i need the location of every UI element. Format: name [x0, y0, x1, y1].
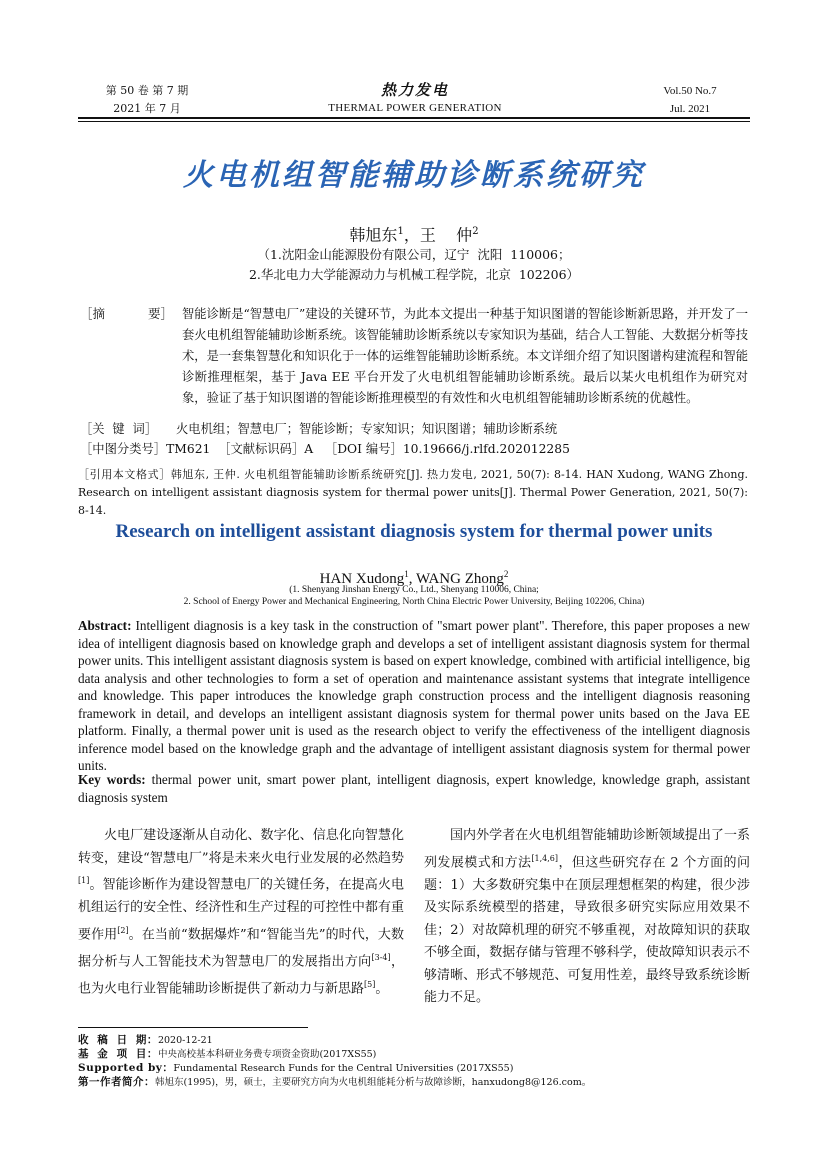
footnote-supported-label: Supported by：	[78, 1062, 174, 1074]
doc-code-value: A	[304, 442, 314, 456]
reference-mark: [3-4]	[371, 952, 391, 962]
authors-cn	[78, 221, 750, 246]
volume-issue-cn	[92, 82, 202, 118]
body-text: ，但这些研究存在 2 个方面的问题：1）大多数研究集中在顶层理想框架的构建，很少涉及实际系统模型的搭建，导致很多研究实际应用效果不佳；2）对故障机理的研究不够重视，对故障知识的获取不够全面，数据存储与管理不够科学，使故障知识表示不够清晰、形式不够规范、可复用性差，最终导致系统诊断能力不足。	[424, 854, 750, 1006]
doi-label: ［DOI 编号］	[324, 442, 403, 456]
reference-mark: [2]	[117, 925, 129, 935]
abstract-en-text: Intelligent diagnosis is a key task in the construction of "smart power plant". Therefore, this paper proposes a new idea of intelligent diagnosis based on knowledge graph and develops a set of intelligent assistant diagnosis system for thermal power units. This intelligent assistant diagnosis system is based on expert knowledge, combined with artificial intelligence, big data analysis and other technologies to form a set of operation and maintenance assistant systems that integrate intelligence and knowledge. This paper introduces the knowledge graph construction process and the intelligent diagnosis reasoning framework in detail, and develops an intelligent assistant diagnosis system for thermal power units based on the Java EE platform. Finally, a thermal power unit is used as the research object to verify the effectiveness of the intelligent diagnosis inference model based on the knowledge graph and the advantage of intelligent assistant diagnosis system for thermal power units.	[78, 618, 750, 773]
body-text: 国内外学者在火电机组智能辅助诊断领域提出了一系列发展模式和方法	[424, 828, 750, 870]
header-rule-thick	[78, 117, 750, 119]
body-column-right	[424, 825, 750, 1010]
abstract-en-label: Abstract:	[78, 618, 132, 633]
author-1-cn: 韩旭东	[349, 225, 398, 245]
date-en-text: Jul. 2021	[669, 103, 711, 115]
doi-value: 10.19666/j.rlfd.202012285	[402, 442, 570, 456]
body-column-left	[78, 825, 404, 1000]
body-text: 。智能诊断作为建设智慧电厂的关键任务，在提高火电机组运行的安全性、经济性和生产过程的可控性中都有重要作用	[78, 877, 404, 943]
body-text: ，也为火电行业智能辅助诊断提供了新动力与新思路	[78, 953, 404, 996]
affiliation-cn-1: （1.沈阳金山能源股份有限公司，辽宁 沈阳 110006；	[257, 247, 571, 262]
body-text: 。在当前“数据爆炸”和“智能当先”的时代，大数据分析与人工智能技术为智慧电厂的发展指出方向	[78, 927, 404, 969]
author-2-en: WANG Zhong	[415, 571, 504, 587]
affiliation-cn-2: 2.华北电力大学能源动力与机械工程学院，北京 102206）	[248, 267, 580, 282]
author-2-cn-affil: 2	[472, 226, 479, 237]
doc-code-label: ［文献标识码］	[218, 442, 305, 456]
citation-label: ［引用本文格式］	[78, 468, 171, 481]
reference-mark: [1,4,6]	[531, 853, 559, 863]
footnote-first-author-value: 韩旭东(1995)，男，硕士，主要研究方向为火电机组能耗分析与故障诊断，hanxudong8@126.com。	[155, 1077, 592, 1088]
citation-text: 韩旭东, 王仲. 火电机组智能辅助诊断系统研究[J]. 热力发电, 2021, 50(7): 8-14. HAN Xudong, WANG Zhong. Research on intelligent assistant diagnosis system for thermal power units[J]. Thermal Power Generation, 2021, 50(7): 8-14.	[78, 468, 748, 517]
date-cn-text: 2021 年 7 月	[113, 102, 181, 115]
footnote-fund	[78, 1048, 758, 1061]
footnote-first-author	[78, 1076, 758, 1089]
author-1-en-affil: 1	[404, 569, 409, 579]
footnote-first-author-label: 第一作者简介：	[78, 1076, 155, 1088]
abstract-en	[78, 617, 750, 775]
abstract-cn-label-a: ［摘	[80, 306, 106, 321]
body-paragraph-1	[78, 825, 404, 1000]
footnote-received	[78, 1034, 758, 1047]
journal-name	[300, 80, 530, 116]
footnote-received-label: 收 稿 日 期：	[78, 1034, 158, 1046]
footnote-fund-value: 中央高校基本科研业务费专项资金资助(2017XS55)	[157, 1049, 377, 1060]
footnote-rule	[78, 1027, 308, 1028]
journal-name-cn: 热力发电	[380, 81, 449, 99]
volume-issue-cn-text: 第 50 卷 第 7 期	[105, 84, 189, 97]
keywords-en-label: Key words:	[78, 772, 146, 787]
footnote-fund-label: 基 金 项 目：	[78, 1048, 158, 1060]
affiliation-en-1: (1. Shenyang Jinshan Energy Co., Ltd., Shenyang 110006, China;	[289, 585, 539, 595]
volume-issue-en	[640, 82, 740, 118]
author-separator-cn: ，	[403, 225, 420, 245]
journal-name-en: THERMAL POWER GENERATION	[328, 102, 502, 114]
author-2-cn: 王 仲	[419, 225, 473, 245]
clc-label: ［中图分类号］	[80, 442, 167, 456]
author-2-en-affil: 2	[503, 569, 509, 579]
footnote-supported	[78, 1062, 758, 1075]
keywords-en	[78, 771, 750, 806]
volume-issue-en-text: Vol.50 No.7	[663, 85, 717, 97]
keywords-cn	[80, 419, 750, 440]
keywords-en-text: thermal power unit, smart power plant, intelligent diagnosis, expert knowledge, knowledge graph, assistant diagnosis system	[78, 772, 750, 805]
author-1-cn-affil: 1	[397, 226, 404, 237]
clc-value: TM621	[166, 442, 211, 456]
citation-format	[78, 466, 748, 520]
author-separator-en: ,	[408, 571, 416, 587]
reference-mark: [1]	[78, 876, 90, 886]
affiliations-en	[78, 584, 750, 608]
body-paragraph-2	[424, 825, 750, 1010]
reference-mark: [5]	[364, 979, 376, 989]
footnote-received-value: 2020-12-21	[157, 1035, 213, 1046]
abstract-cn-text: 智能诊断是“智慧电厂”建设的关键环节，为此本文提出一种基于知识图谱的智能诊断新思路，并开发了一套火电机组智能辅助诊断系统。该智能辅助诊断系统以专家知识为基础，结合人工智能、大数据分析等技术，是一套集智慧化和知识化于一体的运维智能辅助诊断系统。本文详细介绍了知识图谱构建流程和智能诊断推理框架，基于 Java EE 平台开发了火电机组智能辅助诊断系统。最后以某火电机组作为研究对象，验证了基于知识图谱的智能诊断推理模型的有效性和火电机组智能辅助诊断系统的优越性。	[182, 307, 748, 405]
header-rule-thin	[78, 121, 750, 122]
abstract-cn-label-b: 要］	[148, 306, 174, 321]
body-text: 。	[375, 980, 389, 996]
keywords-cn-label: ［关 键 词］	[80, 422, 158, 436]
paper-title-cn: 火电机组智能辅助诊断系统研究	[183, 158, 645, 193]
paper-title-en: Research on intelligent assistant diagnosis system for thermal power units	[115, 521, 713, 542]
keywords-cn-text: 火电机组；智慧电厂；智能诊断；专家知识；知识图谱；辅助诊断系统	[176, 422, 558, 436]
affiliations-cn	[78, 245, 750, 285]
body-text: 火电厂建设逐渐从自动化、数字化、信息化向智慧化转变，建设“智慧电厂”将是未来火电行业发展的必然趋势	[78, 828, 404, 866]
classification-row	[80, 439, 750, 460]
footnote-supported-value: Fundamental Research Funds for the Central Universities (2017XS55)	[173, 1063, 514, 1074]
affiliation-en-2: 2. School of Energy Power and Mechanical Engineering, North China Electric Power University, Beijing 102206, China)	[183, 597, 645, 607]
author-1-en: HAN Xudong	[319, 571, 405, 587]
